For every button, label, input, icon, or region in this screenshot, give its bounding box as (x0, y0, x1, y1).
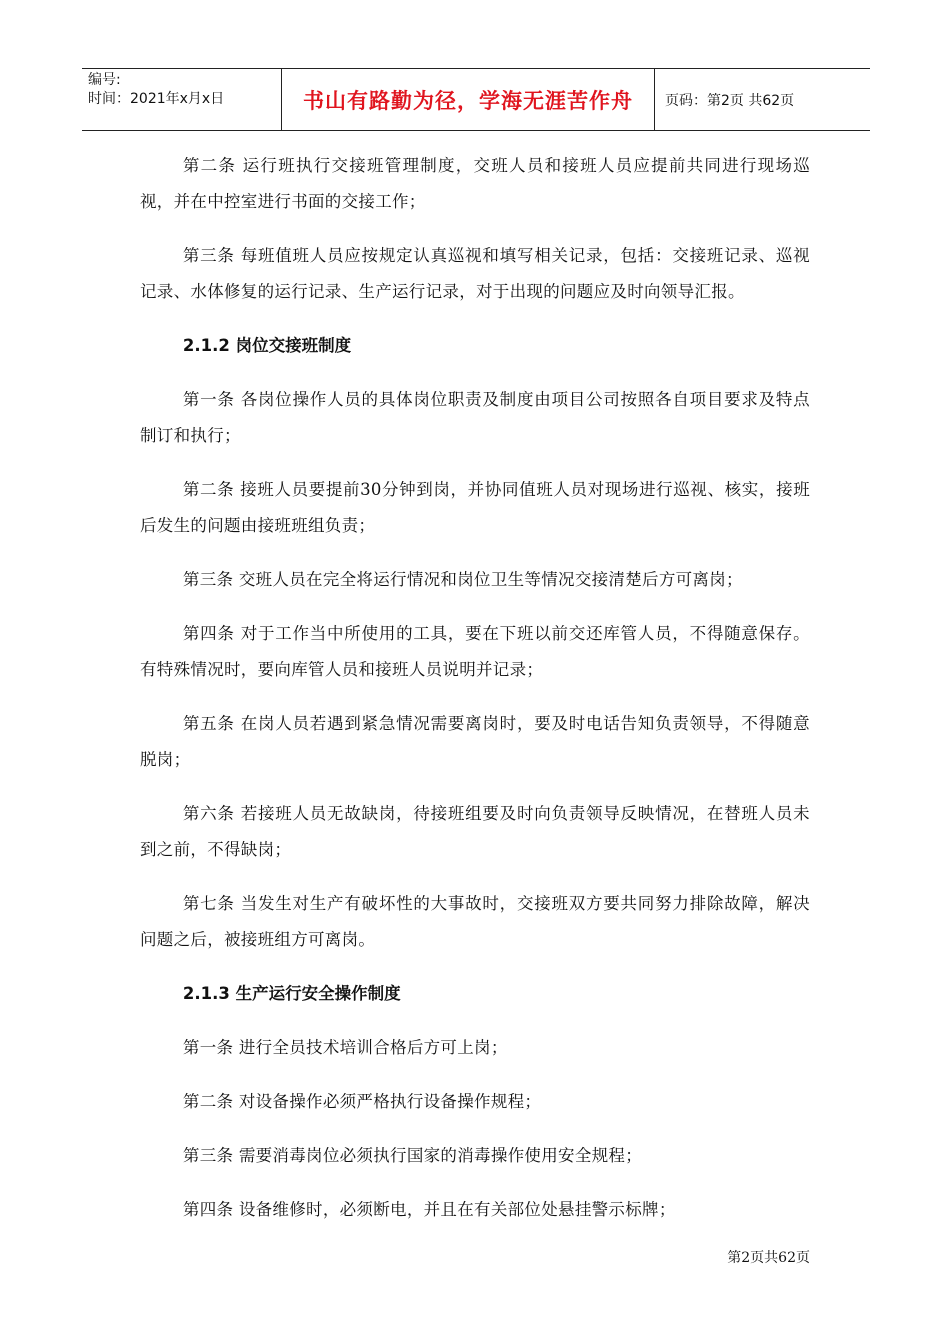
page-footer-number: 第2页共62页 (727, 1250, 810, 1266)
paragraph: 第四条 设备维修时，必须断电，并且在有关部位处悬挂警示标牌； (182, 1200, 676, 1219)
paragraph: 第一条 进行全员技术培训合格后方可上岗； (182, 1038, 508, 1057)
paragraph: 第一条 各岗位操作人员的具体岗位职责及制度由项目公司按照各自项目要求及特点制订和执行； (140, 390, 810, 445)
header-meta (82, 69, 282, 130)
paragraph: 第三条 每班值班人员应按规定认真巡视和填写相关记录，包括：交接班记录、巡视记录、水体修复的运行记录、生产运行记录，对于出现的问题应及时向领导汇报。 (140, 246, 810, 301)
paragraph: 第三条 交班人员在完全将运行情况和岗位卫生等情况交接清楚后方可离岗； (182, 570, 743, 589)
paragraph: 第五条 在岗人员若遇到紧急情况需要离岗时，要及时电话告知负责领导，不得随意脱岗； (140, 714, 810, 769)
paragraph: 第四条 对于工作当中所使用的工具，要在下班以前交还库管人员，不得随意保存。有特殊情况时，要向库管人员和接班人员说明并记录； (140, 624, 810, 679)
page-header (82, 68, 870, 131)
document-number-label: 编号: (88, 72, 121, 88)
section-heading: 2.1.2 岗位交接班制度 (182, 336, 352, 355)
section-heading: 2.1.3 生产运行安全操作制度 (182, 984, 401, 1003)
paragraph: 第七条 当发生对生产有破坏性的大事故时，交接班双方要共同努力排除故障，解决问题之后，被接班组方可离岗。 (140, 894, 810, 949)
paragraph: 第六条 若接班人员无故缺岗，待接班组要及时向负责领导反映情况，在替班人员未到之前，不得缺岗； (140, 804, 810, 859)
header-motto: 书山有路勤为径，学海无涯苦作舟 (282, 69, 655, 130)
document-time-label: 时间：2021年x月x日 (88, 91, 225, 107)
paragraph: 第二条 接班人员要提前30分钟到岗，并协同值班人员对现场进行巡视、核实，接班后发生的问题由接班班组负责； (140, 480, 810, 535)
paragraph: 第二条 运行班执行交接班管理制度，交班人员和接班人员应提前共同进行现场巡视，并在中控室进行书面的交接工作； (140, 156, 810, 211)
header-page-number: 页码：第2页 共62页 (665, 92, 795, 109)
document-body (140, 148, 810, 1246)
paragraph: 第二条 对设备操作必须严格执行设备操作规程； (182, 1092, 542, 1111)
paragraph: 第三条 需要消毒岗位必须执行国家的消毒操作使用安全规程； (182, 1146, 643, 1165)
